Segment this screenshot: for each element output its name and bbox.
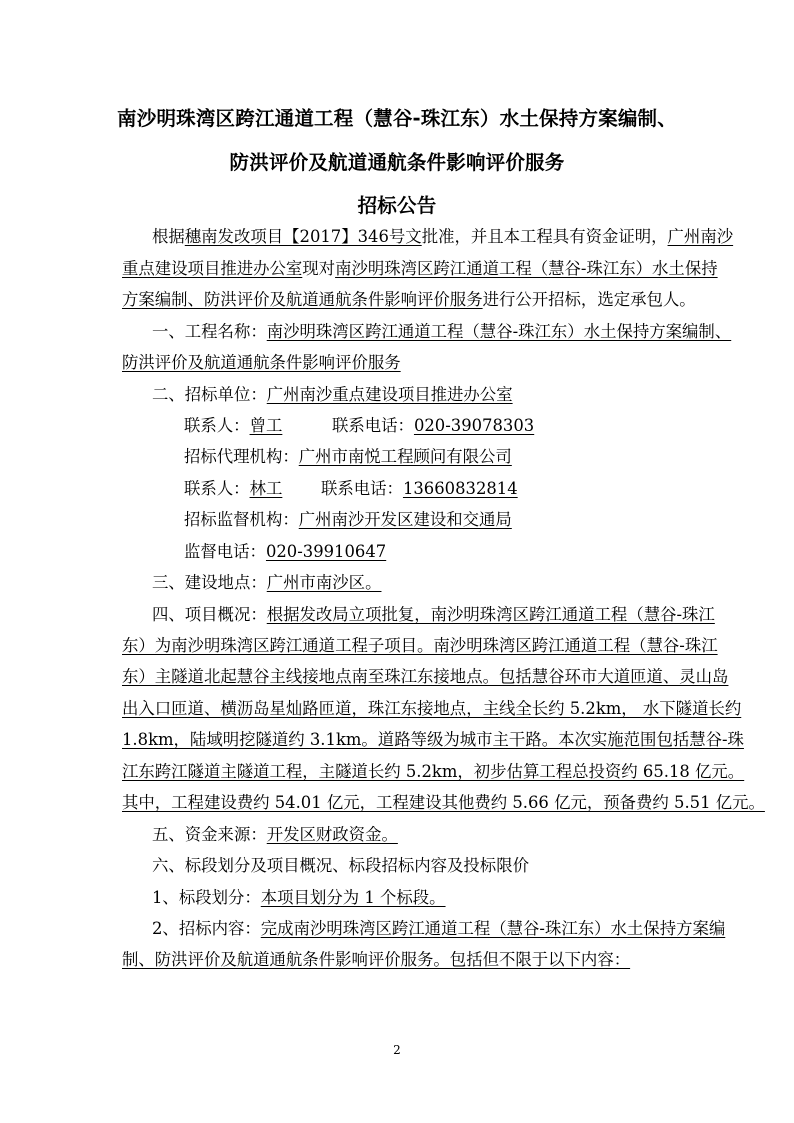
supervisor-label: 招标监督机构：: [184, 510, 299, 529]
agency-label: 招标代理机构：: [184, 447, 299, 466]
phone-label: 联系电话：: [332, 416, 414, 435]
section-6-item-2-line-2: 制、防洪评价及航道通航条件影响评价服务。包括但不限于以下内容：: [122, 950, 631, 969]
section-label: 二、招标单位：: [152, 385, 267, 404]
page-number: 2: [393, 1043, 401, 1057]
section-2-line-1: [152, 385, 513, 405]
section-4-line-3: 东）主隧道北起慧谷主线接地点南至珠江东接地点。包括慧谷环市大道匝道、灵山岛: [122, 667, 729, 686]
section-4-line-7: 其中，工程建设费约 54.01 亿元，工程建设其他费约 5.66 亿元，预备费约 5.51 亿元。: [122, 793, 765, 812]
intro-line-3: [122, 290, 696, 310]
project-name: 方案编制、防洪评价及航道通航条件影响评价服务: [122, 290, 483, 309]
project-name: 南沙明珠湾区跨江通道工程（慧谷-珠江东）水土保持: [335, 259, 718, 278]
section-6-item-1: [152, 888, 446, 908]
phone-label: 监督电话：: [184, 542, 266, 561]
contact-line-2: [184, 479, 282, 499]
contact-label: 联系人：: [184, 416, 250, 435]
contact-label: 联系人：: [184, 479, 250, 498]
agency-line: [184, 447, 512, 467]
tenderer-name: 广州南沙重点建设项目推进办公室: [266, 385, 513, 404]
tenderer-name: 广州南沙: [667, 227, 734, 246]
contact-name: 曾工: [249, 416, 283, 435]
section-label: 一、工程名称：: [152, 322, 267, 341]
phone-line-2: [321, 479, 518, 499]
funding-source: 开发区财政资金。: [266, 825, 398, 844]
section-label: 四、项目概况：: [152, 605, 267, 624]
section-1-line-1: [152, 322, 731, 342]
section-4-line-2: 东）为南沙明珠湾区跨江通道工程子项目。南沙明珠湾区跨江通道工程（慧谷-珠江: [122, 636, 718, 655]
intro-text: 进行公开招标，选定承包人。: [482, 290, 696, 309]
section-6-heading: 六、标段划分及项目概况、标段招标内容及投标限价: [152, 856, 529, 875]
phone-number: 020-39078303: [413, 416, 535, 435]
intro-line-1: [152, 227, 733, 247]
phone-number: 020-39910647: [265, 542, 387, 561]
section-6-item-2-line-1: [152, 919, 725, 939]
section-label: 三、建设地点：: [152, 573, 267, 592]
contact-line-1: [184, 416, 282, 436]
contact-name: 林工: [249, 479, 283, 498]
section-4-line-6: 江东跨江隧道主隧道工程，主隧道长约 5.2km，初步估算工程总投资约 65.18 亿元。: [122, 762, 745, 781]
intro-text: 根据: [152, 227, 185, 246]
section-4-line-5: 1.8km，陆域明挖隧道约 3.1km。道路等级为城市主干路。本次实施范围包括慧谷-珠: [122, 730, 744, 749]
location: 广州市南沙区。: [266, 573, 382, 592]
item-value: 完成南沙明珠湾区跨江通道工程（慧谷-珠江东）水土保持方案编: [260, 919, 726, 938]
item-label: 2、招标内容：: [152, 919, 261, 938]
supervisor-name: 广州南沙开发区建设和交通局: [298, 510, 512, 529]
item-label: 1、标段划分：: [152, 888, 261, 907]
section-4-line-1: [152, 605, 715, 625]
approval-doc: 穗南发改项目【2017】346号文: [184, 227, 422, 246]
intro-line-2: [122, 259, 718, 279]
section-5-line: [152, 825, 398, 845]
overview-text: 根据发改局立项批复，南沙明珠湾区跨江通道工程（慧谷-珠江: [266, 605, 715, 624]
tenderer-name: 重点建设项目推进办公室: [122, 259, 303, 278]
section-label: 五、资金来源：: [152, 825, 267, 844]
agency-name: 广州市南悦工程顾问有限公司: [298, 447, 512, 466]
phone-line-1: [332, 416, 534, 436]
title-line-1: 南沙明珠湾区跨江通道工程（慧谷-珠江东）水土保持方案编制、: [117, 107, 677, 130]
section-3-line: [152, 573, 381, 593]
item-value: 本项目划分为 1 个标段。: [260, 888, 446, 907]
intro-text: 批准，并且本工程具有资金证明，: [421, 227, 668, 246]
supervisor-line: [184, 510, 512, 530]
section-4-line-4: 出入口匝道、横沥岛星灿路匝道，珠江东接地点，主线全长约 5.2km， 水下隧道长约: [122, 699, 742, 718]
project-name: 南沙明珠湾区跨江通道工程（慧谷-珠江东）水土保持方案编制、: [266, 322, 732, 341]
title-notice: 招标公告: [357, 194, 437, 217]
section-1-line-2: [122, 353, 401, 373]
title-line-2: 防洪评价及航道通航条件影响评价服务: [229, 151, 565, 174]
project-name: 防洪评价及航道通航条件影响评价服务: [122, 353, 401, 372]
supervisor-phone-line: [184, 542, 386, 562]
phone-number: 13660832814: [402, 479, 518, 498]
phone-label: 联系电话：: [321, 479, 403, 498]
intro-text: 现对: [302, 259, 336, 278]
